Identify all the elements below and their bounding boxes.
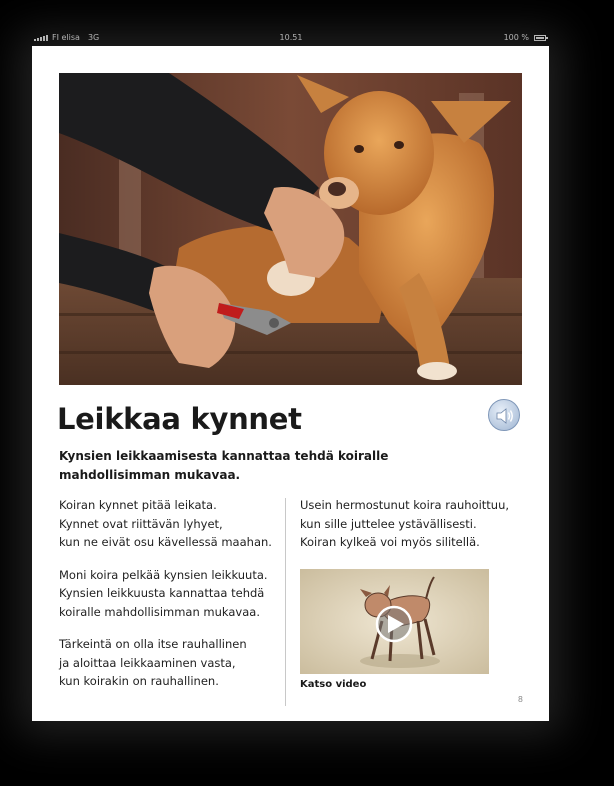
- play-icon[interactable]: [377, 607, 411, 641]
- status-bar: [32, 31, 550, 45]
- right-column: [300, 496, 540, 566]
- body-paragraph: Moni koira pelkää kynsien leikkuuta. Kynsien leikkuusta kannattaa tehdä koiralle mahdollisimman mukavaa.: [59, 567, 268, 619]
- watch-video-link[interactable]: Katso video: [300, 679, 367, 690]
- body-paragraph: Koiran kynnet pitää leikata. Kynnet ovat riittävän lyhyet, kun ne eivät osu kävellessä maahan.: [59, 498, 272, 549]
- dog-nail-clipping-photo: [59, 73, 522, 385]
- body-paragraph: Usein hermostunut koira rauhoittuu, kun sille juttelee ystävällisesti. Koiran kylkeä voi myös silitellä.: [300, 498, 510, 549]
- book-page: [32, 46, 549, 721]
- page-number: 8: [517, 695, 523, 704]
- column-divider: [285, 498, 286, 706]
- lead-paragraph: Kynsien leikkaamisesta kannattaa tehdä koiralle mahdollisimman mukavaa.: [59, 449, 389, 482]
- status-time: 10.51: [279, 33, 303, 42]
- page-title: Leikkaa kynnet: [57, 402, 302, 436]
- body-paragraph: Tärkeintä on olla itse rauhallinen ja aloittaa leikkaaminen vasta, kun koirakin on rauhallinen.: [59, 637, 247, 688]
- battery-icon: [534, 35, 546, 41]
- audio-play-button[interactable]: [488, 399, 520, 431]
- battery-label: 100 %: [503, 33, 529, 42]
- left-column: [59, 496, 304, 705]
- speaker-icon: [495, 407, 515, 425]
- status-right: [504, 33, 546, 42]
- carrier-label: FI elisa: [52, 33, 80, 42]
- video-thumbnail[interactable]: [300, 569, 489, 674]
- network-label: 3G: [87, 33, 100, 42]
